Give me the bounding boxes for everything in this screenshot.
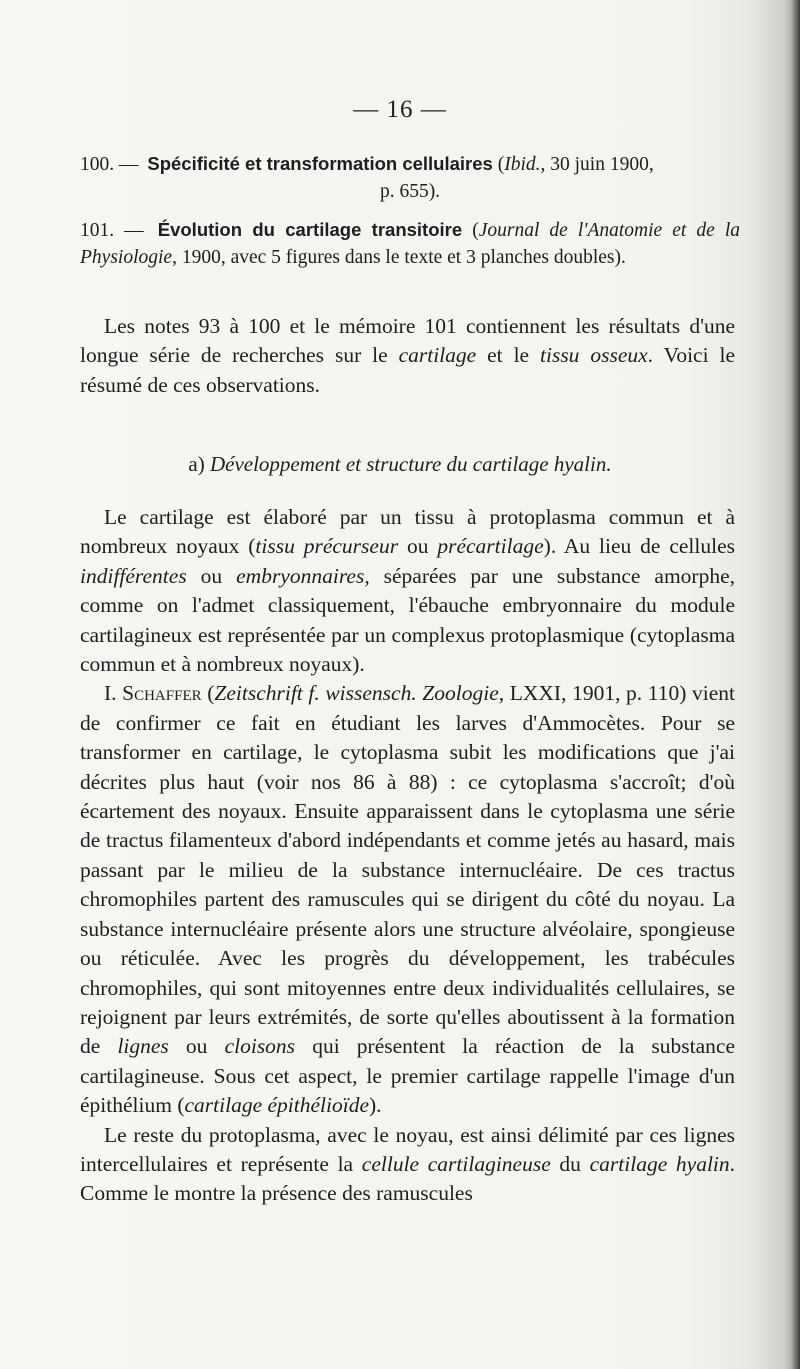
section-label: a) — [188, 452, 205, 476]
page-number: — 16 — — [353, 96, 447, 123]
intro-italic: cartilage — [398, 343, 477, 368]
author-name: Schaffer — [122, 681, 202, 706]
page-edge-shadow — [790, 0, 800, 1369]
bibliography-entry-101: 101. — Évolution du cartilage transitoire (Journal de l'Anatomie et de la Physiologie, 1900, avec 5 figures dans le texte et 3 planches doubles). — [80, 219, 741, 268]
paragraph: Le reste du protoplasma, avec le noyau, est ainsi délimité par ces lignes intercellulaires et représente la cellule cartilagineuse du cartilage hyalin. Comme le montre la présence des ramuscules — [80, 1122, 736, 1206]
intro-text: et le — [476, 343, 540, 368]
entry-number: 101. — — [80, 220, 144, 241]
entry-rest: , 1900, avec 5 figures dans le texte et 3 planches doubles). — [172, 247, 626, 268]
paragraph: I. Schaffer (Zeitschrift f. wissensch. Zoologie, LXXI, 1901, p. 110) vient de confirmer ce fait en étudiant les larves d'Ammocètes. Pour se transformer en cartilage, le cytoplasma subit les modifications que j'ai décrites plus haut (voir nos 86 à 88) : ce cytoplasma s'accroît; d'où écartement des noyaux. Ensuite apparaissent dans le cytoplasma une série de tractus filamenteux d'abord indépendants et comme jetés au hasard, mais passant par le milieu de la substance internucléaire. De ces tractus chromophiles partent des ramuscules qui se dirigent du côté du noyau. La substance internucléaire présente alors une structure alvéolaire, spongieuse ou réticulée. Avec les progrès du développement, les trabécules chromophiles, qui sont mitoyennes entre deux individualités cellulaires, se rejoignent par leurs extrémités, de sorte qu'elles aboutissent à la formation de lignes ou cloisons qui présentent la réaction de la substance cartilagineuse. Sous cet aspect, le premier cartilage rappelle l'image d'un épithélium (cartilage épithélioïde). — [80, 681, 735, 1118]
bibliography-entry-100 — [80, 150, 740, 205]
journal-name: Journal de l'Anatomie et de la Physiologie — [80, 220, 741, 268]
ref-italic: Ibid. — [504, 154, 541, 175]
entry-title: Évolution du cartilage transitoire — [157, 219, 463, 240]
main-text — [80, 503, 735, 1209]
ref-open: ( — [497, 154, 505, 175]
section-title: Développement et structure du cartilage hyalin. — [209, 452, 612, 476]
intro-italic: tissu osseux — [540, 343, 648, 368]
intro-text: Les notes 93 à 100 et le mémoire 101 contiennent les résultats d'une longue série de recherches sur le — [80, 314, 735, 368]
ref-continuation: p. 655). — [379, 181, 441, 202]
intro-text: . Voici le résumé de ces observations. — [80, 343, 735, 397]
intro-paragraph — [80, 312, 735, 400]
entry-title: Spécificité et transformation cellulaires — [147, 153, 493, 174]
entry-number: 100. — — [80, 154, 139, 175]
section-heading — [0, 452, 800, 477]
ref-rest: , 30 juin 1900, — [540, 154, 654, 175]
paragraph: Le cartilage est élaboré par un tissu à protoplasma commun et à nombreux noyaux (tissu précurseur ou précartilage). Au lieu de cellules indifférentes ou embryonnaires, séparées par une substance amorphe, comme on l'admet classiquement, l'ébauche embryonnaire du module cartilagineux est représentée par un complexus protoplasmique (cytoplasma commun et à nombreux noyaux). — [80, 505, 736, 677]
